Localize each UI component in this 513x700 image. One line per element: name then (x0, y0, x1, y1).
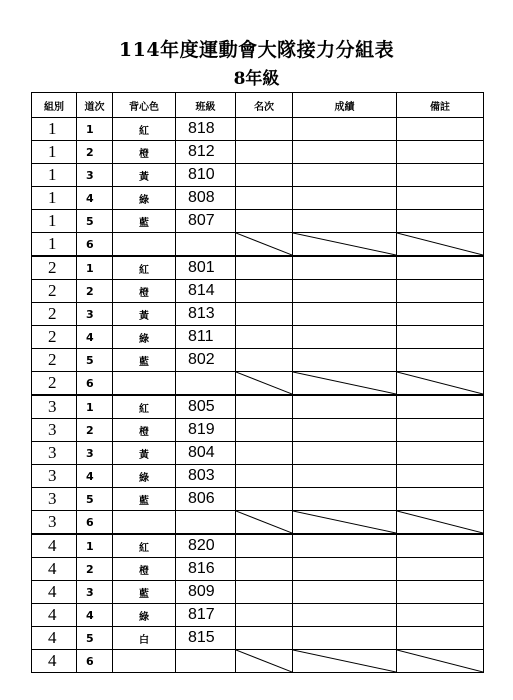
rank-cell (236, 349, 293, 372)
remarks-cell (397, 604, 484, 627)
group-cell: 1 (32, 141, 77, 164)
lane-cell: 4 (77, 465, 113, 488)
group-cell: 2 (32, 280, 77, 303)
vest-color-cell: 橙 (113, 141, 176, 164)
remarks-cell (397, 256, 484, 280)
group-cell: 1 (32, 233, 77, 257)
diagonal-slash-mark (236, 233, 292, 255)
group-cell: 2 (32, 256, 77, 280)
rank-cell (236, 650, 293, 673)
score-cell (293, 210, 397, 233)
remarks-cell (397, 511, 484, 535)
rank-cell (236, 604, 293, 627)
lane-cell: 1 (77, 256, 113, 280)
lane-cell: 4 (77, 187, 113, 210)
score-cell (293, 187, 397, 210)
vest-color-cell (113, 511, 176, 535)
rank-cell (236, 558, 293, 581)
remarks-cell (397, 118, 484, 141)
lane-cell: 5 (77, 210, 113, 233)
remarks-cell (397, 534, 484, 558)
table-row (32, 326, 484, 349)
lane-cell: 5 (77, 488, 113, 511)
remarks-cell (397, 488, 484, 511)
score-cell (293, 442, 397, 465)
table-row (32, 511, 484, 535)
rank-cell (236, 233, 293, 257)
remarks-cell (397, 558, 484, 581)
diagonal-slash-mark (236, 372, 292, 394)
table-row (32, 372, 484, 396)
rank-cell (236, 419, 293, 442)
table-row (32, 604, 484, 627)
table-row (32, 256, 484, 280)
class-cell (176, 233, 236, 257)
vest-color-cell: 藍 (113, 581, 176, 604)
lane-cell: 2 (77, 419, 113, 442)
rank-cell (236, 442, 293, 465)
table-row (32, 303, 484, 326)
vest-color-cell: 藍 (113, 349, 176, 372)
lane-cell: 1 (77, 118, 113, 141)
score-cell (293, 465, 397, 488)
class-cell: 814 (176, 280, 236, 303)
class-cell: 804 (176, 442, 236, 465)
remarks-cell (397, 141, 484, 164)
class-cell: 812 (176, 141, 236, 164)
rank-cell (236, 210, 293, 233)
diagonal-slash-mark (236, 650, 292, 672)
class-cell: 813 (176, 303, 236, 326)
score-cell (293, 534, 397, 558)
lane-cell: 2 (77, 558, 113, 581)
rank-cell (236, 280, 293, 303)
table-row (32, 442, 484, 465)
remarks-cell (397, 210, 484, 233)
class-cell: 808 (176, 187, 236, 210)
table-row (32, 488, 484, 511)
remarks-cell (397, 442, 484, 465)
vest-color-cell: 黃 (113, 442, 176, 465)
table-row (32, 164, 484, 187)
score-cell (293, 233, 397, 257)
score-cell (293, 303, 397, 326)
lane-cell: 4 (77, 326, 113, 349)
lane-cell: 2 (77, 141, 113, 164)
score-cell (293, 118, 397, 141)
rank-cell (236, 395, 293, 419)
remarks-cell (397, 303, 484, 326)
group-cell: 3 (32, 419, 77, 442)
lane-cell: 3 (77, 581, 113, 604)
table-row (32, 534, 484, 558)
lane-cell: 5 (77, 627, 113, 650)
table-row (32, 419, 484, 442)
table-row (32, 280, 484, 303)
table-row (32, 187, 484, 210)
page-subtitle: 8年級 (233, 69, 280, 89)
score-cell (293, 141, 397, 164)
score-cell (293, 650, 397, 673)
vest-color-cell: 藍 (113, 488, 176, 511)
class-cell: 810 (176, 164, 236, 187)
lane-cell: 3 (77, 442, 113, 465)
vest-color-cell (113, 650, 176, 673)
class-cell: 807 (176, 210, 236, 233)
class-cell: 815 (176, 627, 236, 650)
score-cell (293, 419, 397, 442)
rank-cell (236, 372, 293, 396)
group-cell: 4 (32, 627, 77, 650)
table-row (32, 233, 484, 257)
group-cell: 2 (32, 349, 77, 372)
vest-color-cell: 紅 (113, 256, 176, 280)
relay-group-table (31, 92, 484, 673)
group-cell: 3 (32, 511, 77, 535)
group-cell: 1 (32, 164, 77, 187)
remarks-cell (397, 465, 484, 488)
table-row (32, 349, 484, 372)
vest-color-cell: 黃 (113, 164, 176, 187)
remarks-cell (397, 627, 484, 650)
lane-cell: 1 (77, 395, 113, 419)
group-cell: 3 (32, 488, 77, 511)
group-cell: 4 (32, 581, 77, 604)
group-cell: 1 (32, 118, 77, 141)
table-header-row (32, 93, 484, 118)
class-cell: 817 (176, 604, 236, 627)
class-cell: 820 (176, 534, 236, 558)
header-group: 組別 (32, 93, 77, 118)
score-cell (293, 164, 397, 187)
vest-color-cell: 紅 (113, 534, 176, 558)
score-cell (293, 349, 397, 372)
score-cell (293, 511, 397, 535)
lane-cell: 3 (77, 164, 113, 187)
diagonal-slash-mark (293, 233, 396, 255)
diagonal-slash-mark (397, 511, 483, 533)
table-row (32, 395, 484, 419)
header-score: 成績 (293, 93, 397, 118)
vest-color-cell: 橙 (113, 419, 176, 442)
class-cell: 818 (176, 118, 236, 141)
remarks-cell (397, 650, 484, 673)
vest-color-cell: 黃 (113, 303, 176, 326)
group-cell: 3 (32, 465, 77, 488)
score-cell (293, 488, 397, 511)
remarks-cell (397, 419, 484, 442)
class-cell: 805 (176, 395, 236, 419)
class-cell: 811 (176, 326, 236, 349)
group-cell: 4 (32, 650, 77, 673)
score-cell (293, 280, 397, 303)
class-cell: 803 (176, 465, 236, 488)
lane-cell: 5 (77, 349, 113, 372)
diagonal-slash-mark (293, 511, 396, 533)
group-cell: 1 (32, 210, 77, 233)
group-cell: 4 (32, 558, 77, 581)
header-lane: 道次 (77, 93, 113, 118)
table-row (32, 465, 484, 488)
group-cell: 3 (32, 395, 77, 419)
rank-cell (236, 118, 293, 141)
table-row (32, 118, 484, 141)
header-vest-color: 背心色 (113, 93, 176, 118)
rank-cell (236, 164, 293, 187)
rank-cell (236, 534, 293, 558)
header-class: 班級 (176, 93, 236, 118)
class-cell (176, 372, 236, 396)
score-cell (293, 604, 397, 627)
lane-cell: 3 (77, 303, 113, 326)
score-cell (293, 395, 397, 419)
score-cell (293, 256, 397, 280)
rank-cell (236, 465, 293, 488)
diagonal-slash-mark (397, 372, 483, 394)
class-cell: 816 (176, 558, 236, 581)
class-cell: 802 (176, 349, 236, 372)
vest-color-cell: 綠 (113, 465, 176, 488)
rank-cell (236, 303, 293, 326)
table-row (32, 558, 484, 581)
remarks-cell (397, 280, 484, 303)
class-cell: 801 (176, 256, 236, 280)
remarks-cell (397, 187, 484, 210)
lane-cell: 2 (77, 280, 113, 303)
score-cell (293, 558, 397, 581)
rank-cell (236, 256, 293, 280)
rank-cell (236, 511, 293, 535)
rank-cell (236, 326, 293, 349)
diagonal-slash-mark (293, 650, 396, 672)
remarks-cell (397, 233, 484, 257)
lane-cell: 6 (77, 233, 113, 257)
lane-cell: 4 (77, 604, 113, 627)
remarks-cell (397, 326, 484, 349)
rank-cell (236, 187, 293, 210)
table-body (32, 118, 484, 673)
score-cell (293, 372, 397, 396)
header-rank: 名次 (236, 93, 293, 118)
diagonal-slash-mark (397, 233, 483, 255)
vest-color-cell: 紅 (113, 118, 176, 141)
group-cell: 2 (32, 303, 77, 326)
vest-color-cell: 紅 (113, 395, 176, 419)
group-cell: 2 (32, 372, 77, 396)
score-cell (293, 326, 397, 349)
vest-color-cell: 橙 (113, 558, 176, 581)
remarks-cell (397, 372, 484, 396)
group-cell: 4 (32, 534, 77, 558)
lane-cell: 6 (77, 511, 113, 535)
rank-cell (236, 627, 293, 650)
diagonal-slash-mark (397, 650, 483, 672)
remarks-cell (397, 395, 484, 419)
diagonal-slash-mark (236, 511, 292, 533)
vest-color-cell: 白 (113, 627, 176, 650)
vest-color-cell (113, 372, 176, 396)
table-row (32, 581, 484, 604)
vest-color-cell: 綠 (113, 187, 176, 210)
rank-cell (236, 488, 293, 511)
class-cell: 806 (176, 488, 236, 511)
vest-color-cell: 綠 (113, 604, 176, 627)
score-cell (293, 581, 397, 604)
group-cell: 3 (32, 442, 77, 465)
diagonal-slash-mark (293, 372, 396, 394)
vest-color-cell: 橙 (113, 280, 176, 303)
lane-cell: 1 (77, 534, 113, 558)
remarks-cell (397, 349, 484, 372)
class-cell (176, 511, 236, 535)
vest-color-cell (113, 233, 176, 257)
rank-cell (236, 141, 293, 164)
table-row (32, 141, 484, 164)
table-row (32, 210, 484, 233)
table-row (32, 627, 484, 650)
lane-cell: 6 (77, 372, 113, 396)
page-title: 114年度運動會大隊接力分組表 (118, 39, 395, 61)
group-cell: 4 (32, 604, 77, 627)
group-cell: 2 (32, 326, 77, 349)
header-remarks: 備註 (397, 93, 484, 118)
class-cell (176, 650, 236, 673)
table-row (32, 650, 484, 673)
class-cell: 809 (176, 581, 236, 604)
group-cell: 1 (32, 187, 77, 210)
remarks-cell (397, 581, 484, 604)
score-cell (293, 627, 397, 650)
remarks-cell (397, 164, 484, 187)
class-cell: 819 (176, 419, 236, 442)
vest-color-cell: 藍 (113, 210, 176, 233)
rank-cell (236, 581, 293, 604)
vest-color-cell: 綠 (113, 326, 176, 349)
lane-cell: 6 (77, 650, 113, 673)
